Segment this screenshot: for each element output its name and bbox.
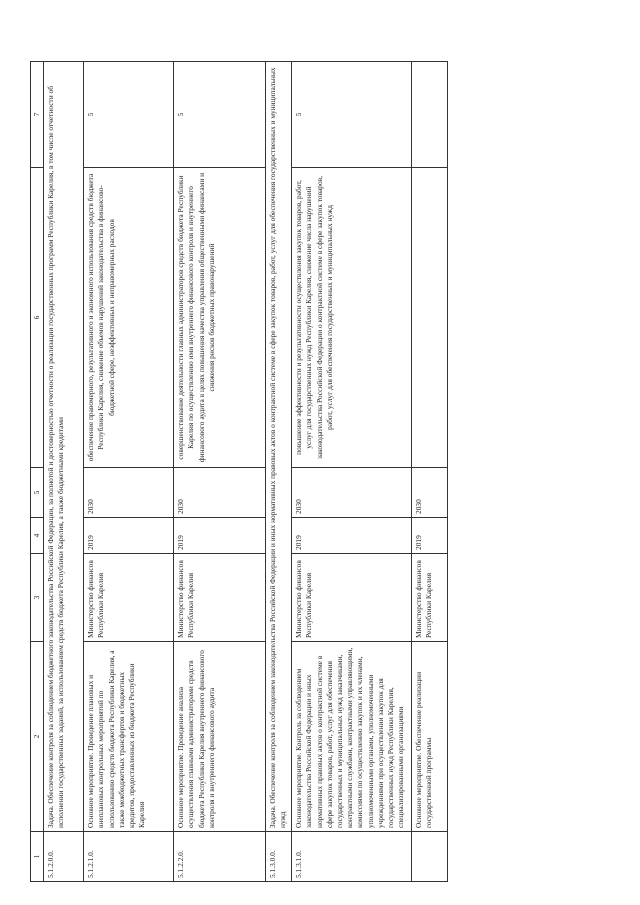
activity-executor: Министерство финансов Республики Карелия (174, 554, 266, 642)
task-text: Задача. Обеспечение контроля за соблюдением законодательства Российской Федерации и иных нормативных правовых актов о контрактной системе в сфере закупок товаров, работ, услуг для обеспечения государственных и муниципальных нужд (266, 62, 292, 832)
task-row (266, 62, 292, 882)
column-number-row (31, 62, 44, 882)
column-number: 7 (31, 62, 44, 168)
activity-end-year: 2030 (84, 468, 174, 518)
activity-executor: Министерство финансов Республики Карелия (412, 554, 448, 642)
activity-executor: Министерство финансов Республики Карелия (84, 554, 174, 642)
activity-row (412, 62, 448, 882)
activity-row (292, 62, 412, 882)
activity-end-year: 2030 (174, 468, 266, 518)
activity-name: Основное мероприятие. Обеспечение реализации государственной программы (412, 642, 448, 832)
activity-start-year: 2019 (174, 518, 266, 554)
activity-result: совершенствование деятельности главных администраторов средств бюджета Республики Карелия по осуществлению ими внутреннего финансового контроля и внутреннего финансового аудита в целях повышения качества управления общественными финансами и снижения рисков бюджетных правонарушений (174, 168, 266, 468)
activity-col7: 5 (292, 62, 412, 168)
activity-name: Основное мероприятие. Проведение плановых и внеплановых контрольных мероприятий по использованию средств бюджета Республики Карелия, а также межбюджетных трансфертов и бюджетных кредитов, предоставленных из бюджета Республики Карелия (84, 642, 174, 832)
task-text: Задача. Обеспечение контроля за соблюдением бюджетного законодательства Российской Федерации, за полнотой и достоверностью отчетности о реализации государственных программ Республики Карелия, в том числе отчетности об исполнении государственных заданий, за использованием средств бюджета Республики Карелия, а также бюджетными кредитами (44, 62, 84, 832)
activity-result: повышение эффективности и результативности осуществления закупок товаров, работ, услуг для государственных нужд Республики Карелия, снижение числа нарушений законодательства Российской Федерации о контрактной системе в сфере закупок товаров, работ, услуг для обеспечения государственных и муниципальных нужд (292, 168, 412, 468)
row-code: 5.1.2.2.0. (174, 832, 266, 882)
activity-start-year: 2019 (292, 518, 412, 554)
task-row (44, 62, 84, 882)
activity-executor: Министерство финансов Республики Карелия (292, 554, 412, 642)
activity-name: Основное мероприятие. Проведение анализа осуществления главными администраторами средств бюджета Республики Карелия внутреннего финансового контроля и внутреннего финансового аудита (174, 642, 266, 832)
column-number: 2 (31, 642, 44, 832)
activity-col7: 5 (84, 62, 174, 168)
row-code: 5.1.3.0.0. (266, 832, 292, 882)
activity-col7: 5 (174, 62, 266, 168)
column-number: 4 (31, 518, 44, 554)
activity-row (174, 62, 266, 882)
activity-result: обеспечение правомерного, результативного и экономного использования средств бюджета Республики Карелия, снижение объемов нарушений законодательства в финансово-бюджетной сфере, неэффективных и неправомерных расходов (84, 168, 174, 468)
activity-end-year: 2030 (412, 468, 448, 518)
activity-result (412, 168, 448, 468)
column-number: 1 (31, 832, 44, 882)
row-code: 5.1.2.1.0. (84, 832, 174, 882)
activity-name: Основное мероприятие. Контроль за соблюдением законодательства Российской Федерации и иных нормативных правовых актов о контрактной системе в сфере закупок товаров, работ, услуг для обеспечения государственных и муниципальных нужд заказчиками, контрактными службами, контрактными управляющими, комиссиями по осуществлению закупок и их членами, уполномоченными органами, уполномоченными учреждениями при осуществлении закупок для государственных нужд Республики Карелия, специализированными организациями (292, 642, 412, 832)
row-code: 5.1.2.0.0. (44, 832, 84, 882)
column-number: 6 (31, 168, 44, 468)
row-code: 5.1.3.1.0. (292, 832, 412, 882)
activity-end-year: 2030 (292, 468, 412, 518)
activity-start-year: 2019 (84, 518, 174, 554)
activity-start-year: 2019 (412, 518, 448, 554)
activity-row (84, 62, 174, 882)
program-activities-table (30, 61, 448, 882)
activity-col7 (412, 62, 448, 168)
column-number: 5 (31, 468, 44, 518)
column-number: 3 (31, 554, 44, 642)
row-code (412, 832, 448, 882)
rotated-document-page (30, 62, 434, 882)
